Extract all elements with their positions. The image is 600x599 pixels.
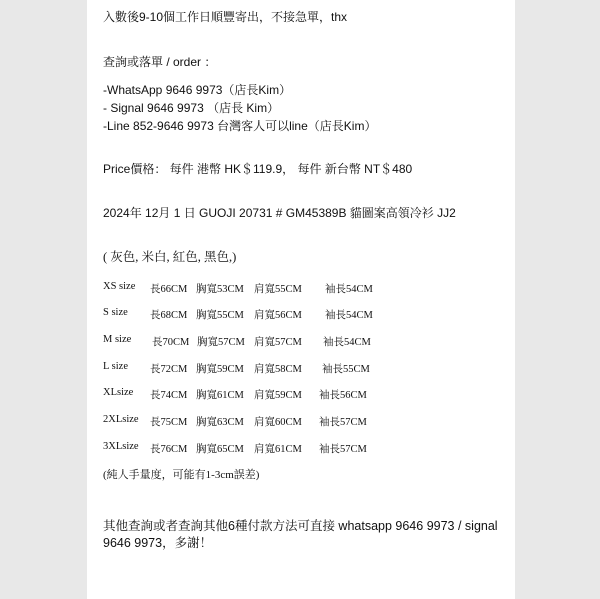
price-line: Price價格： 每件 港幣 HK＄119.9， 每件 新台幣 NT＄480 bbox=[103, 162, 413, 176]
contact-signal: - Signal 9646 9973 （店長 Kim） bbox=[103, 101, 280, 115]
shoulder-value: 肩寬60CM bbox=[254, 417, 302, 428]
chest-value: 胸寬61CM bbox=[196, 390, 244, 401]
contact-line: -Line 852-9646 9973 台灣客人可以line（店長Kim） bbox=[103, 119, 377, 133]
length-value: 長72CM bbox=[150, 364, 188, 375]
product-line: 2024年 12月 1 日 GUOJI 20731 # GM45389B 貓圖案高領冷衫 JJ2 bbox=[103, 206, 456, 220]
chest-value: 胸寬63CM bbox=[196, 417, 244, 428]
size-label: 3XLsize bbox=[103, 441, 139, 452]
sleeve-value: 袖長54CM bbox=[323, 337, 371, 348]
chest-value: 胸寬59CM bbox=[196, 364, 244, 375]
document-page bbox=[87, 0, 515, 599]
shoulder-value: 肩寬59CM bbox=[254, 390, 302, 401]
order-heading: 查詢或落單 / order ： bbox=[103, 55, 217, 69]
shoulder-value: 肩寬57CM bbox=[254, 337, 302, 348]
length-value: 長75CM bbox=[150, 417, 188, 428]
chest-value: 胸寬57CM bbox=[197, 337, 245, 348]
shoulder-value: 肩寬61CM bbox=[254, 444, 302, 455]
chest-value: 胸寬65CM bbox=[196, 444, 244, 455]
sleeve-value: 袖長57CM bbox=[319, 444, 367, 455]
sleeve-value: 袖長54CM bbox=[325, 310, 373, 321]
size-label: L size bbox=[103, 361, 128, 372]
size-label: M size bbox=[103, 334, 132, 345]
length-value: 長68CM bbox=[150, 310, 188, 321]
contact-whatsapp: -WhatsApp 9646 9973（店長Kim） bbox=[103, 83, 292, 97]
closing-contact-text: 其他查詢或者查詢其他6種付款方法可直接 whatsapp 9646 9973 / signal 9646 9973，多謝！ bbox=[103, 519, 498, 550]
sleeve-value: 袖長56CM bbox=[319, 390, 367, 401]
measurement-note: (純人手量度，可能有1-3cm誤差) bbox=[103, 469, 260, 481]
shoulder-value: 肩寬58CM bbox=[254, 364, 302, 375]
shoulder-value: 肩寬55CM bbox=[254, 284, 302, 295]
size-label: XS size bbox=[103, 281, 136, 292]
sleeve-value: 袖長55CM bbox=[322, 364, 370, 375]
sleeve-value: 袖長54CM bbox=[325, 284, 373, 295]
size-label: 2XLsize bbox=[103, 414, 139, 425]
shoulder-value: 肩寬56CM bbox=[254, 310, 302, 321]
length-value: 長66CM bbox=[150, 284, 188, 295]
chest-value: 胸寬53CM bbox=[196, 284, 244, 295]
colors-line: ( 灰色, 米白, 紅色, 黑色,) bbox=[103, 250, 237, 264]
shipping-notice: 入數後9-10個工作日順豐寄出，不接急單，thx bbox=[103, 10, 348, 24]
chest-value: 胸寬55CM bbox=[196, 310, 244, 321]
size-label: XLsize bbox=[103, 387, 134, 398]
length-value: 長76CM bbox=[150, 444, 188, 455]
size-label: S size bbox=[103, 307, 128, 318]
length-value: 長70CM bbox=[152, 337, 190, 348]
sleeve-value: 袖長57CM bbox=[319, 417, 367, 428]
length-value: 長74CM bbox=[150, 390, 188, 401]
